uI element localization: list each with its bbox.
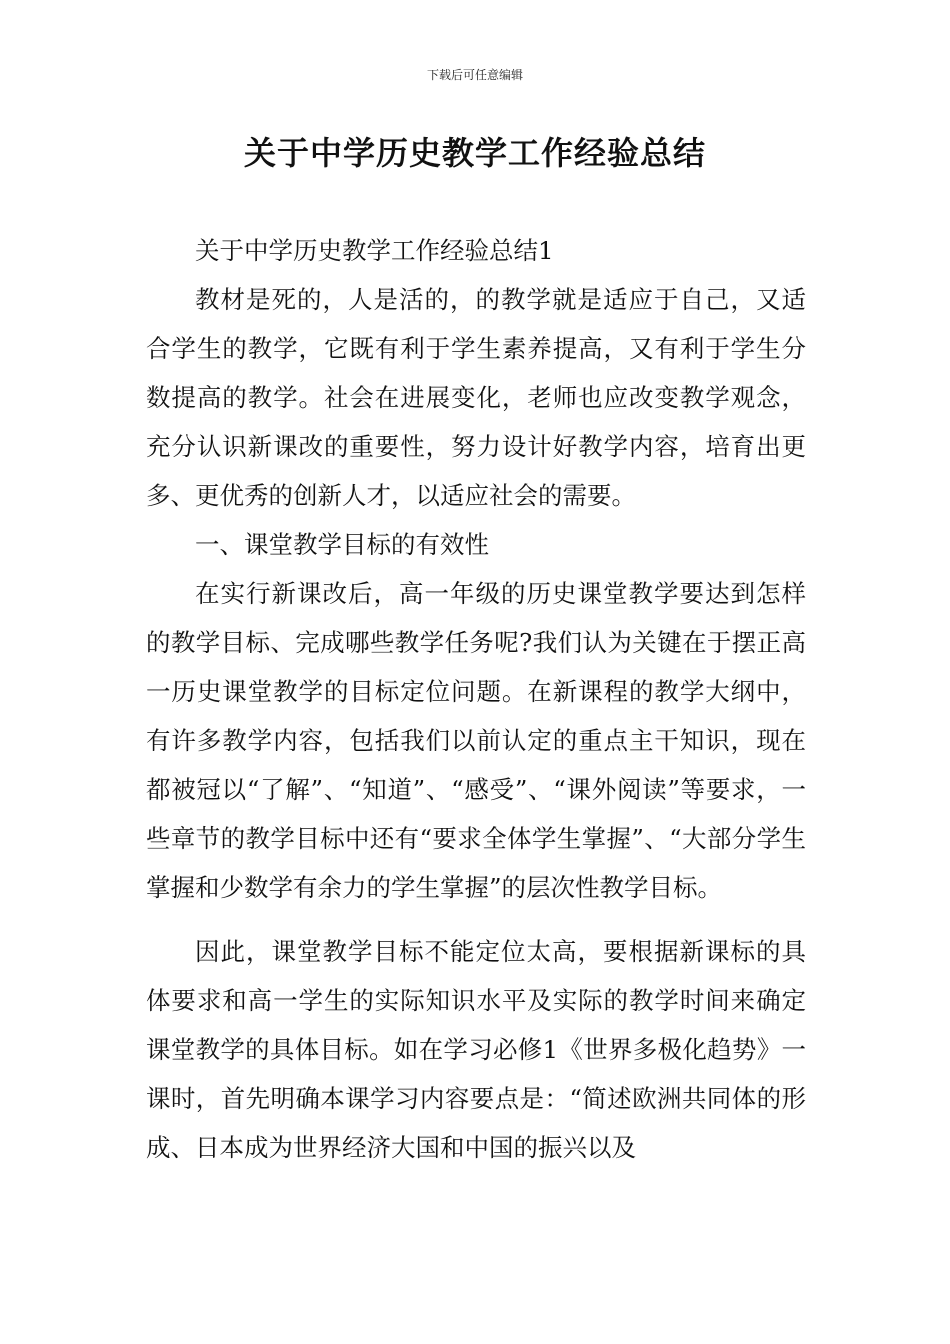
section-heading-1: 关于中学历史教学工作经验总结1 bbox=[195, 236, 554, 265]
document-body bbox=[146, 226, 806, 1172]
body-paragraph: 教材是死的，人是活的，的教学就是适应于自己，又适合学生的教学，它既有利于学生素养提高，又有利于学生分数提高的教学。社会在进展变化，老师也应改变教学观念，充分认识新课改的重要性，努力设计好教学内容，培育出更多、更优秀的创新人才，以适应社会的需要。 bbox=[146, 285, 806, 510]
body-paragraph: 因此，课堂教学目标不能定位太高，要根据新课标的具体要求和高一学生的实际知识水平及实际的教学时间来确定课堂教学的具体目标。如在学习必修1《世界多极化趋势》一课时，首先明确本课学习内容要点是：“简述欧洲共同体的形成、日本成为世界经济大国和中国的振兴以及 bbox=[146, 937, 806, 1162]
body-paragraph: 在实行新课改后，高一年级的历史课堂教学要达到怎样的教学目标、完成哪些教学任务呢?我们认为关键在于摆正高一历史课堂教学的目标定位问题。在新课程的教学大纲中，有许多教学内容，包括我们以前认定的重点主干知识，现在都被冠以“了解”、“知道”、“感受”、“课外阅读”等要求，一些章节的教学目标中还有“要求全体学生掌握”、“大部分学生掌握和少数学有余力的学生掌握”的层次性教学目标。 bbox=[146, 579, 806, 902]
section-heading-objectives: 一、课堂教学目标的有效性 bbox=[195, 530, 489, 559]
document-title: 关于中学历史教学工作经验总结 bbox=[243, 134, 706, 172]
page-header-note: 下载后可任意编辑 bbox=[426, 68, 523, 82]
